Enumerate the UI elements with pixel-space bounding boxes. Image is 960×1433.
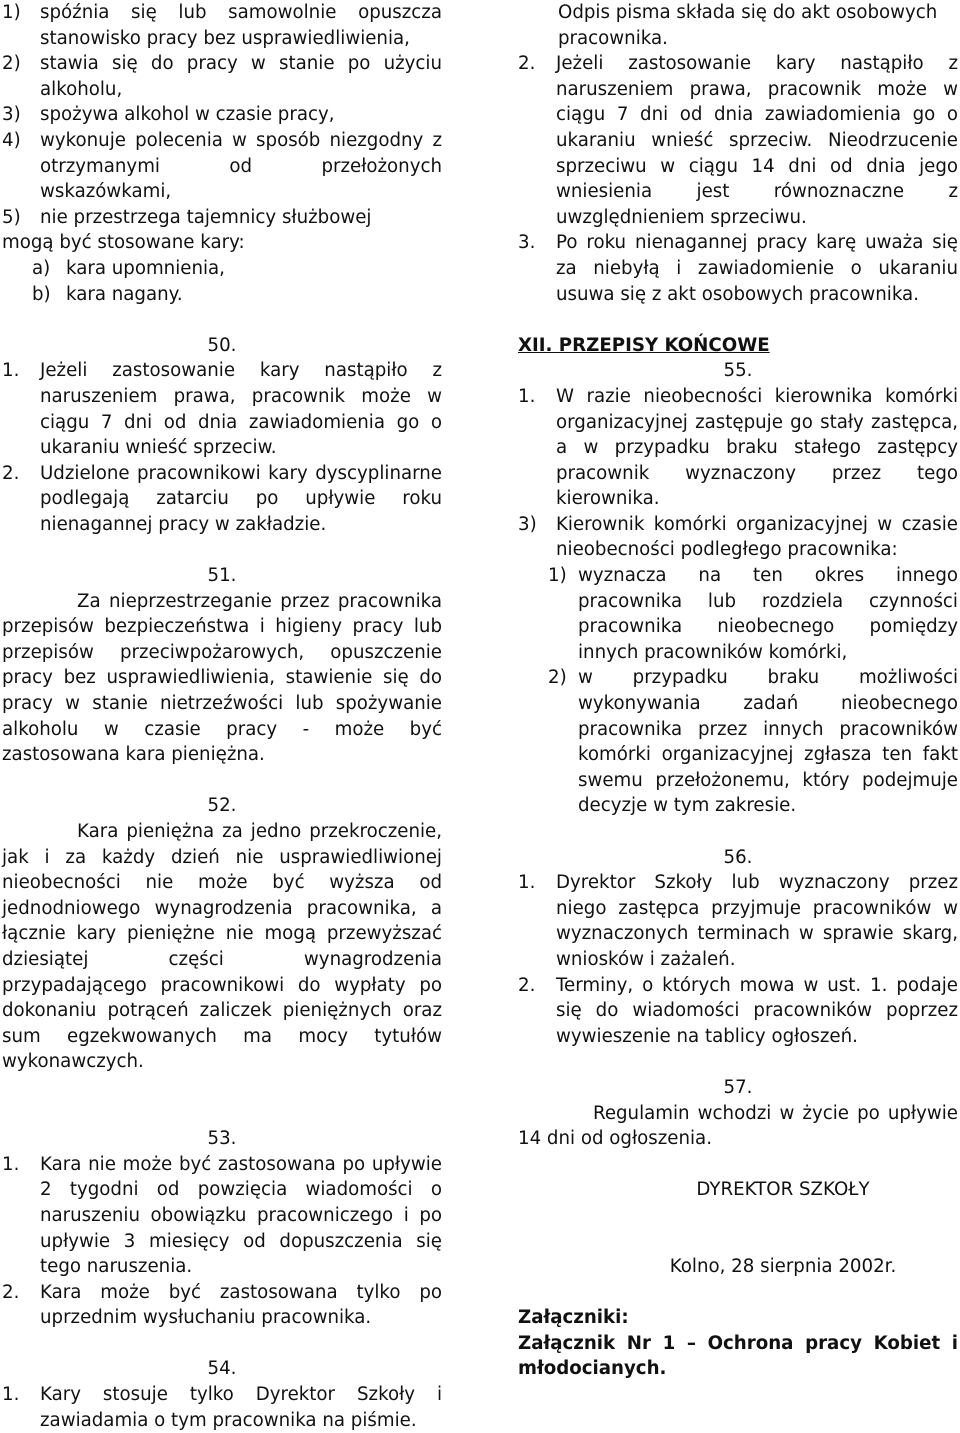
item-text: Po roku nienagannej pracy karę uważa się za niebyłą i zawiadomienie o ukaraniu usuwa się z akt osobowych pracownika.	[556, 232, 958, 305]
item-text: Terminy, o których mowa w ust. 1. podaje się do wiadomości pracowników poprzez wywieszenie na tablicy ogłoszeń.	[556, 974, 958, 1047]
item-text: nie przestrzega tajemnicy służbowej	[40, 206, 372, 228]
item-text: kara nagany.	[66, 283, 183, 305]
place-date: Kolno, 28 sierpnia 2002r.	[669, 1256, 897, 1278]
item-number: 1.	[518, 872, 536, 894]
item-number: 3.	[518, 232, 536, 254]
item-text: Kierownik komórki organizacyjnej w czasie nieobecności podległego pracownika:	[556, 513, 958, 561]
list-item	[518, 973, 958, 1050]
item-number: 3)	[2, 104, 21, 126]
section-text: Kara pieniężna za jedno przekroczenie, jak i za każdy dzień nie usprawiedliwionej nieobecności nie może być wyższa od jednodniowego wynagrodzenia pracownika, a łącznie kary pieniężne nie mogą przewyższać dziesiątej części wynagrodzenia przypadającego pracownikowi do wypłaty po dokonaniu potrąceń zaliczek pieniężnych oraz sum egzekwowanych ma mocy tytułów wykonawczych.	[2, 821, 442, 1073]
list-item	[518, 230, 958, 307]
item-number: 5)	[2, 206, 21, 228]
section-number: 51.	[207, 565, 237, 587]
item-number: 4)	[2, 129, 21, 151]
list-item	[548, 665, 958, 819]
section-text: Regulamin wchodzi w życie po upływie 14 dni od ogłoszenia.	[518, 1102, 958, 1150]
section-number: 50.	[207, 334, 237, 356]
item-number: 1.	[2, 360, 20, 382]
item-number: 2.	[2, 1281, 20, 1303]
signature: DYREKTOR SZKOŁY	[696, 1179, 870, 1201]
item-text: spóźnia się lub samowolnie opuszcza stanowisko pracy bez usprawiedliwienia,	[40, 2, 442, 49]
section-number: 54.	[207, 1358, 237, 1380]
item-number: a)	[32, 257, 51, 279]
sub-list	[548, 563, 958, 819]
item-text: wykonuje polecenia w sposób niezgodny z otrzymanymi od przełożonych wskazówkami,	[40, 129, 442, 203]
list-item	[2, 358, 442, 460]
item-text: Kary stosuje tylko Dyrektor Szkoły i zawiadamia o tym pracownika na piśmie.	[40, 1384, 442, 1431]
item-number: 1.	[2, 1384, 20, 1406]
list-item	[518, 870, 958, 972]
item-text: Kara nie może być zastosowana po upływie 2 tygodni od powzięcia wiadomości o naruszeniu obowiązku pracowniczego i po upływie 3 miesięcy od dopuszczenia się tego naruszenia.	[40, 1153, 442, 1278]
list-item	[2, 1382, 442, 1433]
item-text: W razie nieobecności kierownika komórki organizacyjnej zastępuje go stały zastępca, a w przypadku braku stałego zastępcy pracownik wyznaczony przez tego kierownika.	[556, 385, 958, 510]
list-item	[2, 51, 442, 102]
item-text: w przypadku braku możliwości wykonywania zadań nieobecnego pracownika przez innych pracowników komórki organizacyjnej zgłasza ten fakt swemu przełożonemu, który podejmuje decyzje w tym zakresie.	[578, 667, 958, 817]
left-column	[2, 0, 442, 1433]
attachments-label: Załączniki:	[518, 1307, 629, 1329]
list-item	[518, 512, 958, 563]
section-number: 56.	[723, 846, 753, 868]
list-item	[518, 384, 958, 512]
item-number: 1.	[2, 1153, 20, 1175]
list-item	[2, 128, 442, 205]
chapter-title: XII. PRZEPISY KOŃCOWE	[518, 334, 770, 356]
list-item	[2, 102, 442, 128]
list-item	[548, 563, 958, 665]
attachment-item: Załącznik Nr 1 – Ochrona pracy Kobiet i młodocianych.	[518, 1332, 958, 1380]
item-number: b)	[32, 283, 51, 305]
list-item	[2, 0, 442, 51]
list-item	[2, 205, 442, 231]
intro-list	[2, 0, 442, 230]
item-text: wyznacza na ten okres innego pracownika lub rozdziela czynności pracownika nieobecnego pomiędzy innych pracowników komórki,	[578, 565, 958, 663]
list-item	[32, 256, 442, 282]
item-number: 2)	[548, 667, 567, 689]
item-number: 2.	[2, 462, 20, 484]
list-item	[2, 1152, 442, 1280]
intro-tail: mogą być stosowane kary:	[2, 232, 245, 254]
section-number: 53.	[207, 1128, 237, 1150]
item-text: Jeżeli zastosowanie kary nastąpiło z naruszeniem prawa, pracownik może w ciągu 7 dni od dnia zawiadomienia go o ukaraniu wnieść sprzeciw. Nieodrzucenie sprzeciwu w ciągu 14 dni od dnia jego wniesienia jest równoznaczne z uwzględnieniem sprzeciwu.	[556, 53, 958, 228]
list-item	[2, 461, 442, 538]
item-text: Dyrektor Szkoły lub wyznaczony przez niego zastępca przyjmuje pracowników w wyznaczonych terminach w sprawie skarg, wniosków i zażaleń.	[556, 872, 958, 970]
item-text: Kara może być zastosowana tylko po uprzednim wysłuchaniu pracownika.	[40, 1281, 442, 1329]
section-text: Za nieprzestrzeganie przez pracownika przepisów bezpieczeństwa i higieny pracy lub przepisów przeciwpożarowych, opuszczenie pracy bez usprawiedliwienia, stawienie się do pracy w stanie nietrzeźwości lub spożywanie alkoholu w czasie pracy - może być zastosowana kara pieniężna.	[2, 590, 442, 766]
right-column	[518, 0, 958, 1382]
list-item	[2, 1280, 442, 1331]
item-number: 3)	[518, 513, 537, 535]
item-number: 2)	[2, 53, 21, 75]
item-number: 1)	[548, 565, 567, 587]
item-number: 1)	[2, 2, 21, 23]
item-number: 2.	[518, 974, 536, 996]
item-number: 2.	[518, 53, 536, 75]
item-text: kara upomnienia,	[66, 257, 225, 279]
section-number: 57.	[723, 1076, 753, 1098]
item-number: 1.	[518, 385, 536, 407]
penalty-list	[32, 256, 442, 307]
item-text: Jeżeli zastosowanie kary nastąpiło z naruszeniem prawa, pracownik może w ciągu 7 dni od dnia zawiadomienia go o ukaraniu wnieść sprzeciw.	[40, 360, 442, 459]
item-text: spożywa alkohol w czasie pracy,	[40, 104, 335, 126]
item-text: Udzielone pracownikowi kary dyscyplinarne podlegają zatarciu po upływie roku nienagannej pracy w zakładzie.	[40, 462, 442, 535]
list-item	[518, 51, 958, 230]
section-number: 52.	[207, 795, 237, 817]
item-text: stawia się do pracy w stanie po użyciu alkoholu,	[40, 53, 442, 100]
list-item	[32, 282, 442, 308]
section-number: 55.	[723, 360, 753, 382]
continued-text: Odpis pisma składa się do akt osobowych pracownika.	[558, 2, 938, 49]
